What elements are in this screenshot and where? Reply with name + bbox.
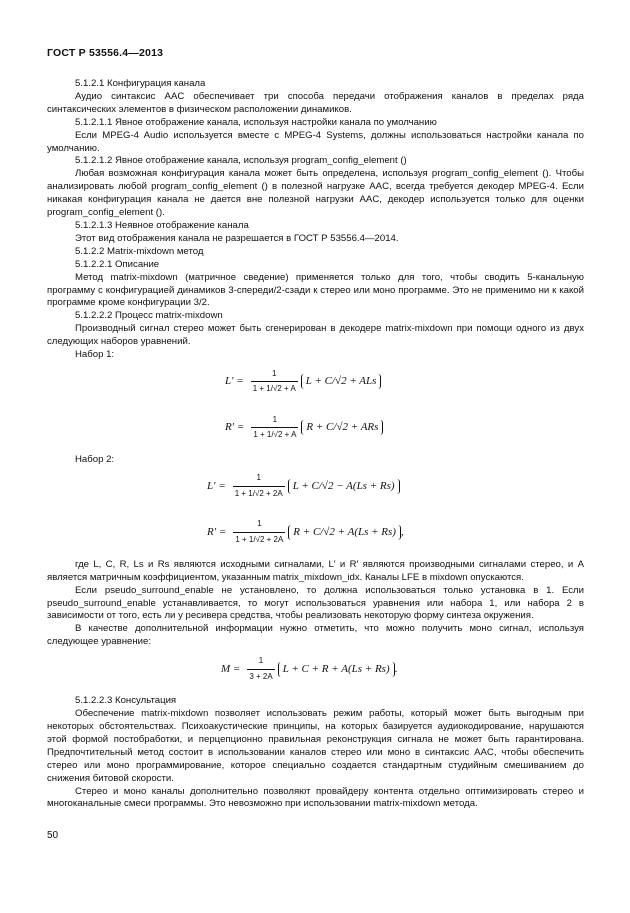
equation-4 — [47, 513, 584, 559]
equation-lhs: R′ = — [225, 421, 245, 434]
fraction-numerator: 1 — [258, 655, 264, 665]
fraction — [251, 368, 298, 397]
paragraph: Обеспечение matrix-mixdown позволяет использовать режим работы, который может быть выгодным при некоторых обстоятельствах. Психоакустические принципы, на которых базируется аудиокодирование, нарушаются этой формой постобработки, и перцепционно правильная реконструкция сигнала не может быть гарантирована. Предпочтительный метод состоит в использовании каналов стерео или моно в синтаксис AAC, чтобы обеспечить стерео или моно программирование, которое специально создается стандартным студийным смешиванием до снижения битовой скорости. — [47, 708, 584, 784]
fraction-numerator: 1 — [272, 368, 277, 378]
fraction-denominator: 1 + 1/√2 + 2A — [233, 486, 285, 501]
fraction-denominator: 1 + 1/√2 + 2A — [233, 532, 285, 547]
fraction-numerator: 1 — [272, 414, 278, 424]
paragraph: Этот вид отображения канала не разрешается в ГОСТ Р 53556.4—2014. — [75, 232, 399, 244]
paragraph: Стерео и моно каналы дополнительно позволяют провайдеру контента отдельно оптимизировать стерео и многоканальные смеси программы. Это невозможно при использовании matrix-mixdown метода. — [47, 785, 584, 810]
section-heading: 5.1.2.1.2 Явное отображение канала, используя program_config_element () — [75, 155, 407, 167]
fraction-denominator: 1 + 1/√2 + A — [251, 381, 298, 396]
equation-lhs: L′ = — [207, 480, 226, 493]
paragraph: Любая возможная конфигурация канала может быть определена, используя program_config_element (). Чтобы анализировать любой program_config_element () в полезной нагрузке AAC, всегда требуется декодер MPEG-4. Если никакая конфигурация канала не дается вне полезной нагрузки AAC, декодер используется только для оценки program_config_element (). — [47, 168, 584, 219]
set1-label: Набор 1: — [75, 349, 115, 361]
paragraph: Если pseudo_surround_enable не установлено, то должна использоваться только установка в 1. Если pseudo_surround_enable устанавливается, то могут использоваться уравнения или набора 1, или набора 2 в зависимости от того, есть ли у ресивера средства, чтобы реализовать некоторую форму синтеза окружения. — [47, 584, 584, 622]
equation-punctuation: , — [400, 526, 404, 539]
fraction — [247, 655, 274, 684]
equation-2 — [47, 408, 584, 454]
fraction-numerator: 1 — [257, 519, 262, 529]
fraction — [233, 518, 285, 547]
paragraph: где L, C, R, Ls и Rs являются исходными сигналами, L′ и R′ являются производными сигналами стерео, и A является матричным коэффициентом, указанным matrix_mixdown_idx. Каналы LFE в mixdown опускаются. — [47, 558, 584, 583]
equation-3 — [47, 467, 584, 513]
fraction — [233, 472, 285, 501]
section-heading: 5.1.2.1.1 Явное отображение канала, используя настройки канала по умолчанию — [75, 116, 437, 128]
section-heading: 5.1.2.2.2 Процесс matrix-mixdown — [75, 310, 223, 322]
section-heading: 5.1.2.2.3 Консультация — [75, 695, 177, 707]
page-number: 50 — [47, 830, 59, 841]
equation-1 — [47, 362, 584, 408]
equation-rhs: L + C/√2 − A(Ls + Rs) — [288, 479, 400, 494]
paragraph: Если MPEG-4 Audio используется вместе с MPEG-4 Systems, должны использоваться настройки канала по умолчанию. — [47, 129, 584, 154]
equation-punctuation: . — [394, 662, 398, 675]
paragraph: Производный сигнал стерео может быть сгенерирован в декодере matrix-mixdown при помощи одного из двух следующих наборов уравнений. — [47, 323, 584, 348]
equation-rhs: R + C/√2 + ARs — [301, 420, 383, 435]
equation-5 — [47, 649, 584, 695]
paragraph: Метод matrix-mixdown (матричное сведение) применяется только для того, чтобы сводить 5-канальную программу с конфигурацией динамиков 3-спереди/2-сзади к стерео или моно программе. Это не применимо ни к какой программе кроме конфигурации 3/2. — [47, 271, 584, 309]
equation-rhs: L + C/√2 + ALs — [301, 374, 382, 389]
fraction-denominator: 3 + 2A — [247, 669, 274, 684]
page-content — [47, 78, 584, 811]
fraction-denominator: 1 + 1/√2 + A — [251, 427, 298, 442]
paragraph: Аудио синтаксис AAC обеспечивает три способа передачи отображения каналов в пределах ряда синтаксических элементов в физическом расположении динамиков. — [47, 90, 584, 115]
fraction — [251, 414, 298, 443]
set2-label: Набор 2: — [75, 453, 115, 465]
equation-lhs: L′ = — [225, 375, 244, 388]
equation-rhs: R + C/√2 + A(Ls + Rs) — [288, 525, 401, 540]
equation-lhs: R′ = — [207, 526, 227, 539]
document-header: ГОСТ Р 53556.4—2013 — [47, 47, 164, 59]
section-heading: 5.1.2.2 Matrix-mixdown метод — [75, 245, 204, 257]
section-heading: 5.1.2.2.1 Описание — [75, 258, 160, 270]
paragraph: В качестве дополнительной информации нужно отметить, что можно получить моно сигнал, используя следующее уравнение: — [47, 623, 584, 648]
fraction-numerator: 1 — [256, 473, 261, 483]
section-heading: 5.1.2.1 Конфигурация канала — [75, 78, 206, 89]
equation-lhs: M = — [221, 662, 241, 675]
section-heading: 5.1.2.1.3 Неявное отображение канала — [75, 219, 249, 231]
equation-rhs: L + C + R + A(Ls + Rs) — [278, 662, 395, 677]
